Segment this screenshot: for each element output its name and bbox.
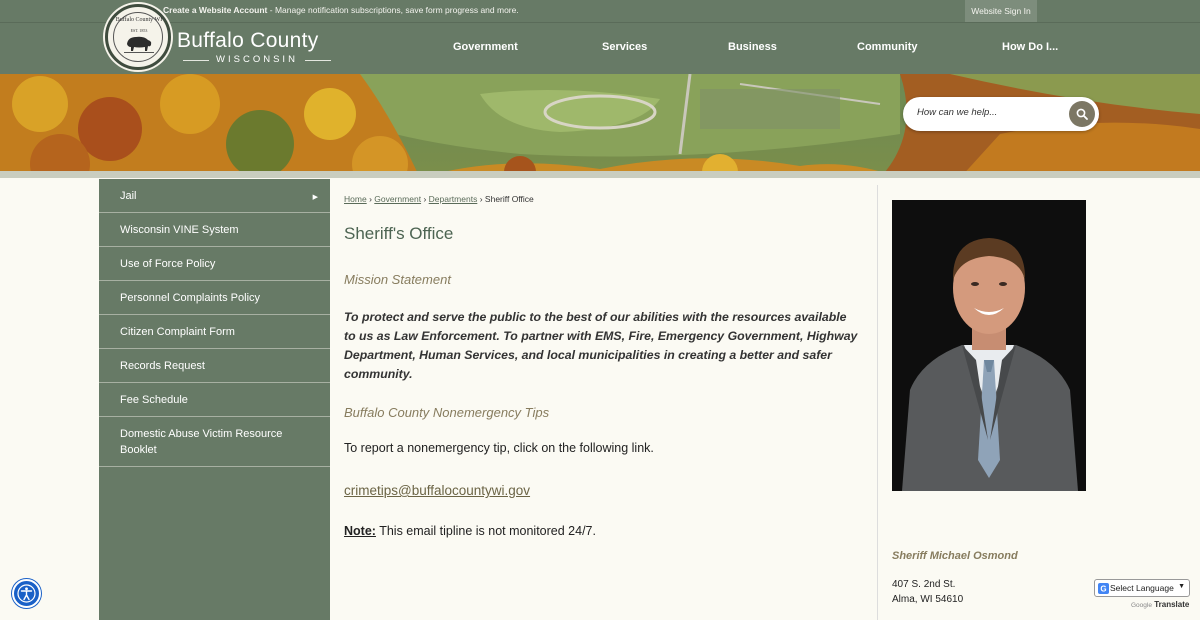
brand-name[interactable]: Buffalo County bbox=[177, 29, 319, 52]
google-icon bbox=[1098, 583, 1109, 594]
sidebar-item-label: Jail bbox=[120, 190, 137, 202]
brand-subtitle bbox=[177, 54, 337, 66]
nav-how-do-i[interactable]: How Do I... bbox=[1002, 41, 1059, 53]
sidebar-item-personnel-complaints[interactable] bbox=[99, 281, 330, 315]
breadcrumb-departments[interactable]: Departments bbox=[428, 194, 478, 204]
page-title: Sheriff's Office bbox=[344, 224, 454, 243]
address-line-1: 407 S. 2nd St. bbox=[892, 579, 956, 590]
mission-heading: Mission Statement bbox=[344, 272, 451, 287]
sidebar-item-domestic-abuse[interactable] bbox=[99, 417, 330, 467]
sidebar-item-fee-schedule[interactable] bbox=[99, 383, 330, 417]
column-divider bbox=[877, 185, 878, 620]
breadcrumb-current: Sheriff Office bbox=[484, 194, 534, 204]
chevron-right-icon[interactable]: ▶ bbox=[312, 194, 318, 201]
tips-text: To report a nonemergency tip, click on the following link. bbox=[344, 441, 654, 455]
search-input[interactable] bbox=[917, 107, 1067, 118]
nav-business[interactable]: Business bbox=[728, 41, 777, 53]
nav-community[interactable]: Community bbox=[857, 41, 918, 53]
address-line-2: Alma, WI 54610 bbox=[892, 594, 964, 605]
sidebar-item-label: Records Request bbox=[120, 360, 205, 372]
note-text: This email tipline is not monitored 24/7. bbox=[375, 524, 596, 538]
note-label: Note: bbox=[344, 524, 376, 538]
language-select[interactable] bbox=[1094, 579, 1190, 597]
tip-email-link[interactable]: crimetips@buffalocountywi.gov bbox=[344, 483, 531, 498]
sheriff-portrait bbox=[892, 200, 1086, 491]
brand-rule-right bbox=[305, 60, 331, 61]
tipline-note bbox=[344, 524, 596, 538]
sidebar-item-label: Personnel Complaints Policy bbox=[120, 292, 261, 304]
brand-subtitle-text: WISCONSIN bbox=[216, 54, 298, 65]
nav-government[interactable]: Government bbox=[453, 41, 518, 53]
nav-services[interactable]: Services bbox=[602, 41, 648, 53]
breadcrumb-government[interactable]: Government bbox=[374, 194, 422, 204]
sidebar-item-label: Wisconsin VINE System bbox=[120, 224, 239, 236]
sidebar-item-vine[interactable] bbox=[99, 213, 330, 247]
breadcrumb-home[interactable]: Home bbox=[344, 194, 367, 204]
create-account-link[interactable]: Create a Website Account bbox=[163, 5, 268, 15]
sign-in-button[interactable]: Website Sign In bbox=[965, 0, 1037, 22]
site-search bbox=[903, 97, 1099, 131]
chevron-down-icon: ▼ bbox=[1178, 583, 1185, 590]
accessibility-button[interactable] bbox=[12, 579, 41, 608]
breadcrumb-separator: › bbox=[479, 194, 483, 204]
breadcrumb-separator: › bbox=[369, 194, 372, 204]
sidebar-item-citizen-complaint[interactable] bbox=[99, 315, 330, 349]
search-button[interactable] bbox=[1069, 101, 1095, 127]
sheriff-photo bbox=[892, 200, 1086, 491]
sidebar-item-use-of-force[interactable] bbox=[99, 247, 330, 281]
tips-heading: Buffalo County Nonemergency Tips bbox=[344, 405, 550, 420]
svg-text:G: G bbox=[1100, 584, 1107, 594]
sidebar-item-label: Citizen Complaint Form bbox=[120, 326, 235, 338]
powered-by-google bbox=[1131, 600, 1189, 609]
breadcrumb-separator: › bbox=[423, 194, 427, 204]
accessibility-icon bbox=[17, 584, 36, 603]
sidebar-item-label: Fee Schedule bbox=[120, 394, 188, 406]
sidebar-item-label: Domestic Abuse Victim Resource Booklet bbox=[120, 428, 283, 456]
seal-ring bbox=[113, 12, 163, 62]
seal-text: Buffalo County WI bbox=[115, 17, 163, 23]
sidebar-item-jail[interactable] bbox=[99, 179, 330, 213]
breadcrumb bbox=[344, 194, 534, 204]
account-banner bbox=[163, 5, 519, 15]
top-utility-bar bbox=[0, 0, 1200, 22]
mission-statement: To protect and serve the public to the best of our abilities with the resources available to us as Law Enforcement. To partner with EMS, Fire, Emergency Government, Highway Department, Human Services, and local municipalities in creating a better and safer community. bbox=[344, 310, 858, 381]
buffalo-icon bbox=[124, 34, 154, 54]
sidebar-nav bbox=[99, 179, 330, 620]
sheriff-name: Sheriff Michael Osmond bbox=[892, 550, 1018, 562]
account-banner-message: - Manage notification subscriptions, save form progress and more. bbox=[267, 5, 519, 15]
site-header bbox=[0, 22, 1200, 74]
translate-link[interactable]: Translate bbox=[1154, 600, 1190, 609]
language-select-label: Select Language bbox=[1110, 583, 1174, 593]
county-seal-logo[interactable] bbox=[105, 4, 171, 70]
sidebar-item-label: Use of Force Policy bbox=[120, 258, 216, 270]
google-label: Google bbox=[1131, 602, 1152, 609]
search-icon bbox=[1076, 108, 1088, 120]
sidebar-item-records-request[interactable] bbox=[99, 349, 330, 383]
banner-divider bbox=[0, 171, 1200, 178]
seal-est: EST. 1853 bbox=[130, 28, 148, 33]
